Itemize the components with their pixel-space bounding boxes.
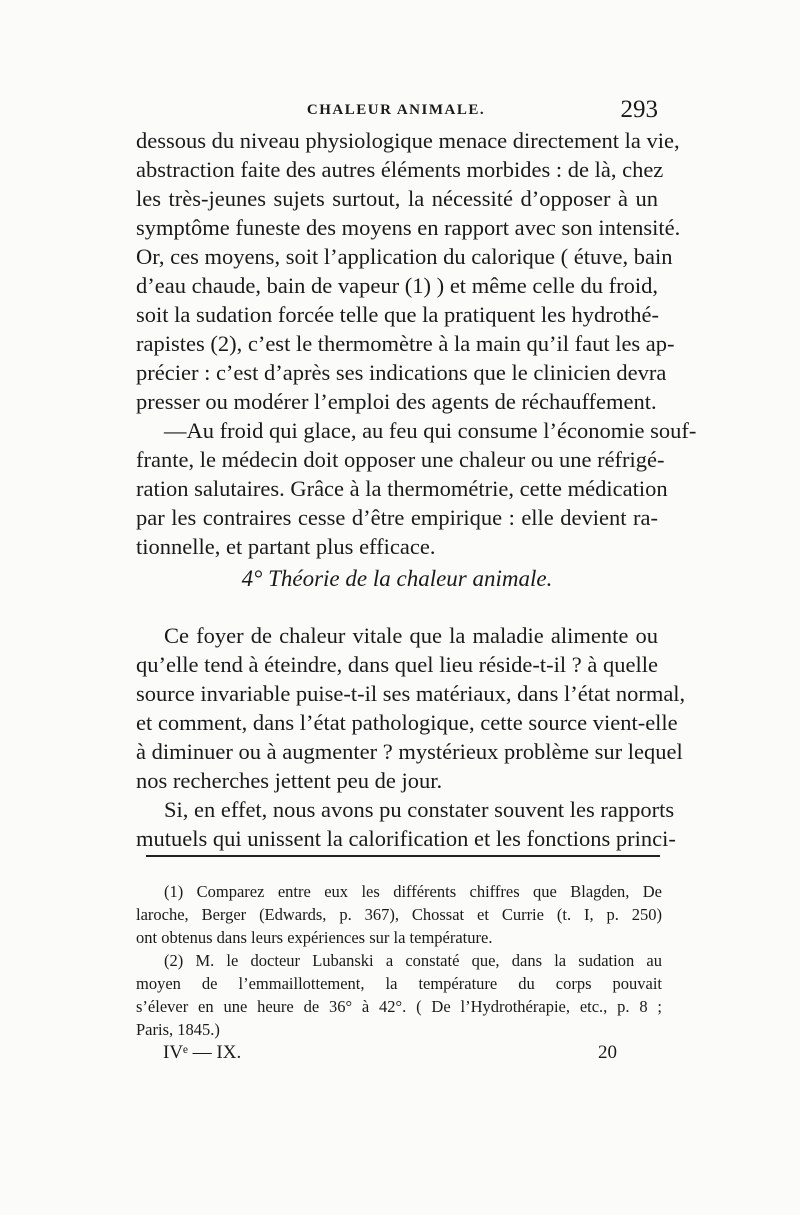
text-line: —Au froid qui glace, au feu qui consume l’économie souf- [164,418,697,443]
footnote-line: moyen de l’emmaillottement, la température du corps pouvait [136,974,662,993]
paragraph-1 [136,126,681,416]
footnote-line: laroche, Berger (Edwards, p. 367), Chossat et Currie (t. I, p. 250) [136,905,662,924]
section-heading: 4° Théorie de la chaleur animale. [241,566,553,591]
paragraph-4 [136,795,676,853]
text-line: ration salutaires. Grâce à la thermométrie, cette médication [136,476,668,501]
body-text-continued [136,621,686,853]
sheet-number: 20 [598,1042,617,1063]
footnote-line: Paris, 1845.) [136,1020,220,1039]
text-line: les très-jeunes sujets surtout, la nécessité d’opposer à un [136,186,658,211]
paragraph-3 [136,621,686,795]
footnote-1 [136,880,662,949]
text-line: soit la sudation forcée telle que la pratiquent les hydrothé- [136,302,659,327]
text-line: nos recherches jettent peu de jour. [136,768,443,793]
running-head [136,98,656,128]
text-line: et comment, dans l’état pathologique, cette source vient-elle [136,710,678,735]
footnote-rule [146,855,660,857]
signature-mark: IVᵉ — IX. [163,1042,242,1063]
footnote-line: ont obtenus dans leurs expériences sur la température. [136,928,493,947]
text-line: par les contraires cesse d’être empirique : elle devient ra- [136,505,658,530]
footnote-line: (2) M. le docteur Lubanski a constaté que, dans la sudation au [164,951,662,970]
text-line: symptôme funeste des moyens en rapport avec son intensité. [136,215,681,240]
text-line: Si, en effet, nous avons pu constater souvent les rapports [164,797,675,822]
text-line: rapistes (2), c’est le thermomètre à la main qu’il faut les ap- [136,331,675,356]
footnote-line: s’élever en une heure de 36° à 42°. ( De l’Hydrothérapie, etc., p. 8 ; [136,997,662,1016]
text-line: source invariable puise-t-il ses matériaux, dans l’état normal, [136,681,686,706]
body-text [136,126,697,561]
running-title: CHALEUR ANIMALE. [306,102,486,118]
text-line: mutuels qui unissent la calorification et les fonctions princi- [136,826,676,851]
text-line: à diminuer ou à augmenter ? mystérieux problème sur lequel [136,739,683,764]
paragraph-2 [136,416,697,561]
footnotes [136,880,662,1041]
text-line: qu’elle tend à éteindre, dans quel lieu réside-t-il ? à quelle [136,652,658,677]
text-line: tionnelle, et partant plus efficace. [136,534,436,559]
page-number: 293 [620,96,658,123]
text-line: dessous du niveau physiologique menace directement la vie, [136,128,680,153]
footnote-line: (1) Comparez entre eux les différents chiffres que Blagden, De [164,882,662,901]
text-line: abstraction faite des autres éléments morbides : de là, chez [136,157,664,182]
text-line: Or, ces moyens, soit l’application du calorique ( étuve, bain [136,244,673,269]
text-line: précier : c’est d’après ses indications que le clinicien devra [136,360,667,385]
text-line: Ce foyer de chaleur vitale que la maladie alimente ou [164,623,658,648]
text-line: d’eau chaude, bain de vapeur (1) ) et même celle du froid, [136,273,658,298]
text-line: presser ou modérer l’emploi des agents de réchauffement. [136,389,657,414]
footnote-2 [136,949,662,1041]
text-line: frante, le médecin doit opposer une chaleur ou une réfrigé- [136,447,665,472]
